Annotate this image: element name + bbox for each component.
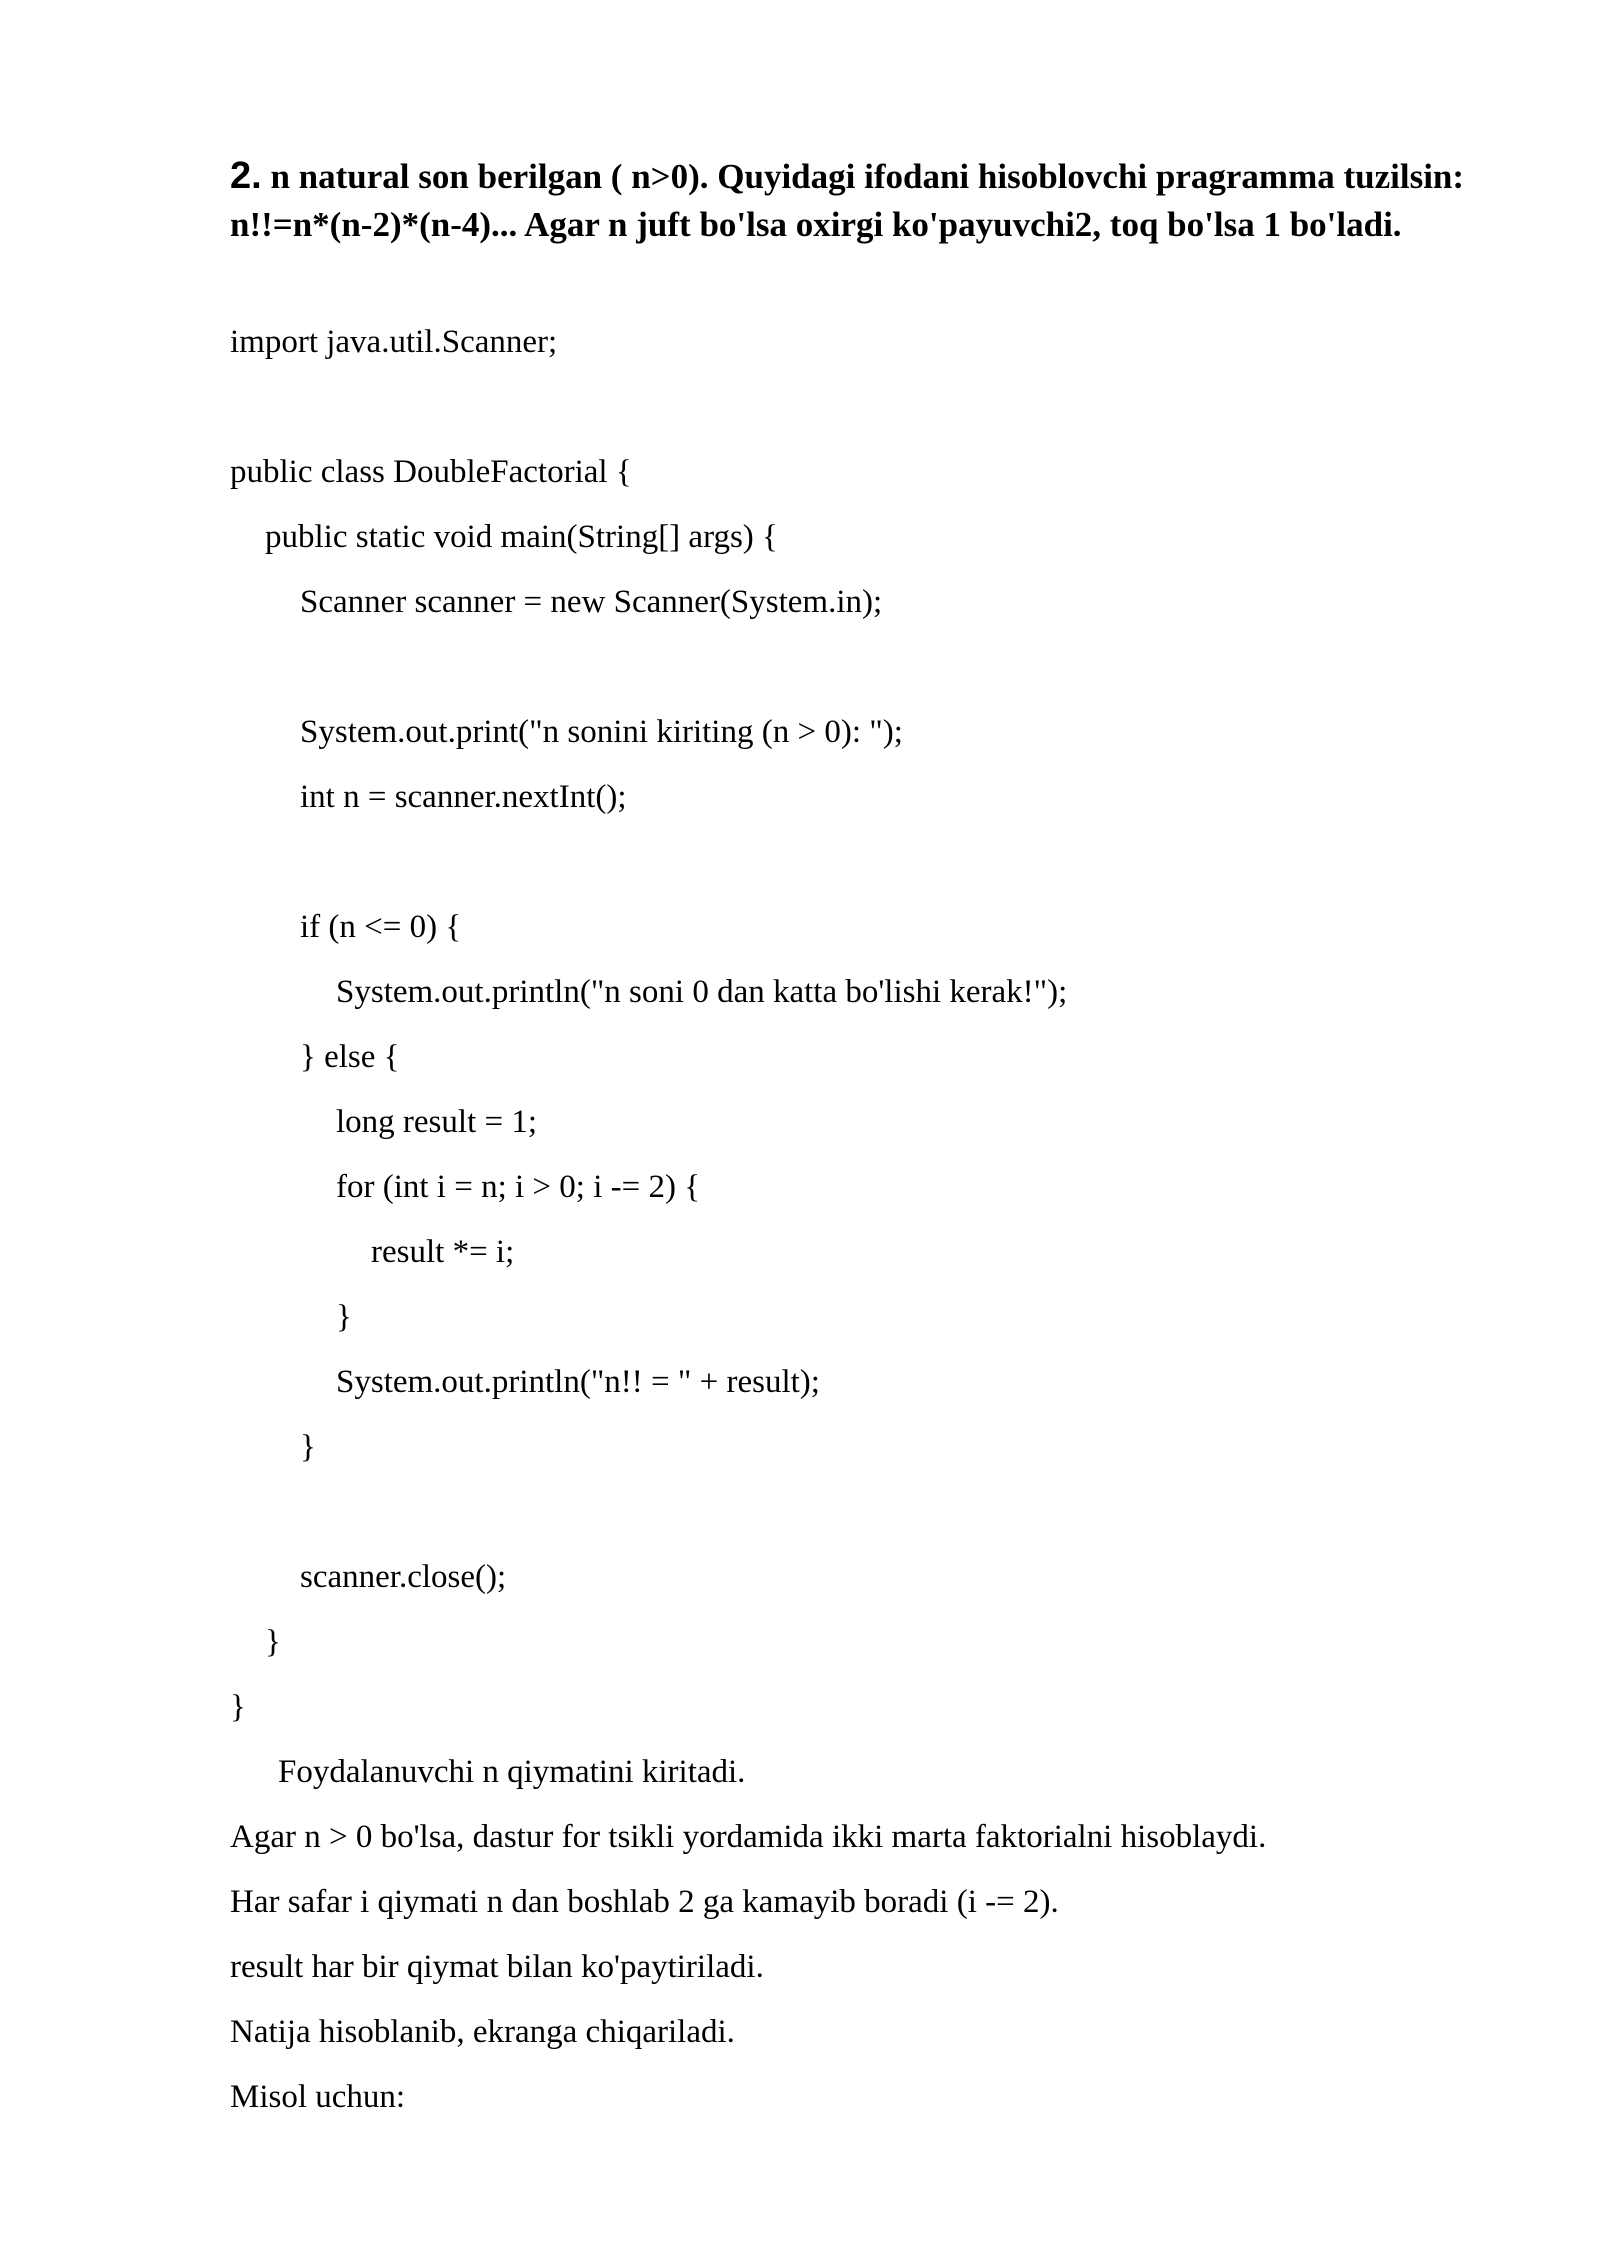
explanation-paragraph: result har bir qiymat bilan ko'paytiriladi. (230, 1949, 764, 1985)
explanation-paragraph: Misol uchun: (230, 2079, 406, 2115)
code-line-import: import java.util.Scanner; (230, 324, 558, 360)
code-line-error-print: System.out.println("n soni 0 dan katta bo'lishi kerak!"); (336, 974, 1068, 1010)
task-heading (230, 152, 1500, 249)
code-line-read-int: int n = scanner.nextInt(); (300, 779, 627, 815)
code-line-if: if (n <= 0) { (300, 909, 462, 945)
explanation-paragraph: Har safar i qiymati n dan boshlab 2 ga kamayib boradi (i -= 2). (230, 1884, 1059, 1920)
code-line-scanner-close: scanner.close(); (300, 1559, 507, 1595)
explanation-paragraph: Natija hisoblanib, ekranga chiqariladi. (230, 2014, 735, 2050)
code-line-main: public static void main(String[] args) { (265, 519, 778, 555)
explanation-paragraph: Agar n > 0 bo'lsa, dastur for tsikli yordamida ikki marta faktorialni hisoblaydi. (230, 1819, 1267, 1855)
code-line-else: } else { (300, 1039, 400, 1075)
task-number: 2. (230, 155, 262, 197)
code-line-class-close: } (230, 1689, 246, 1725)
code-line-scanner: Scanner scanner = new Scanner(System.in); (300, 584, 883, 620)
code-line-main-close: } (265, 1624, 281, 1660)
code-line-print-prompt: System.out.print("n sonini kiriting (n > 0): "); (300, 714, 903, 750)
code-line-result-print: System.out.println("n!! = " + result); (336, 1364, 820, 1400)
task-text: n natural son berilgan ( n>0). Quyidagi ifodani hisoblovchi pragramma tuzilsin: n!!=n*(n-2)*(n-4)... Agar n juft bo'lsa oxirgi ko'payuvchi2, toq bo'lsa 1 bo'ladi. (230, 157, 1465, 244)
code-line-for: for (int i = n; i > 0; i -= 2) { (336, 1169, 701, 1205)
code-line-for-close: } (336, 1299, 352, 1335)
code-line-else-close: } (300, 1429, 316, 1465)
explanation-paragraph: Foydalanuvchi n qiymatini kiritadi. (278, 1754, 746, 1790)
code-line-multiply: result *= i; (371, 1234, 515, 1270)
code-line-class: public class DoubleFactorial { (230, 454, 632, 490)
code-line-result-init: long result = 1; (336, 1104, 538, 1140)
